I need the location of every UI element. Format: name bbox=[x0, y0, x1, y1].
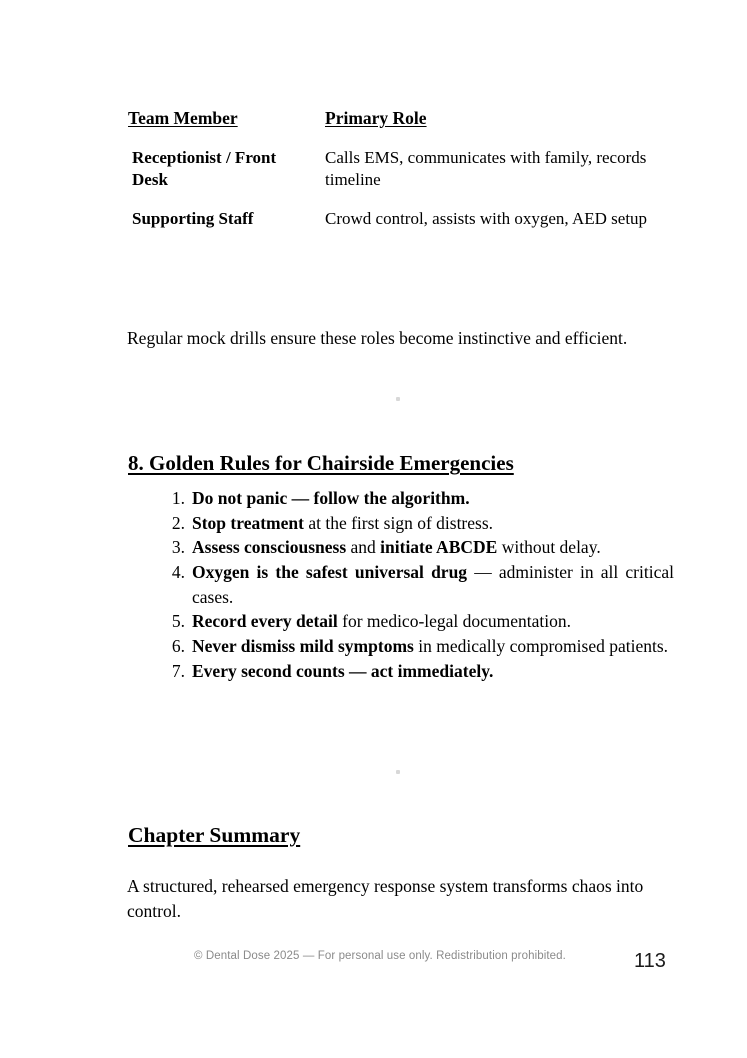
list-item bbox=[171, 634, 674, 659]
table-header-row bbox=[128, 108, 686, 133]
golden-rules-list bbox=[171, 486, 674, 683]
list-item-bold-text: Record every detail bbox=[192, 611, 338, 632]
paragraph-mock-drills: Regular mock drills ensure these roles become instinctive and efficient. bbox=[127, 327, 628, 348]
cell-primary-role: Crowd control, assists with oxygen, AED setup bbox=[325, 209, 648, 229]
table-row bbox=[128, 133, 686, 191]
list-item-text: at the first sign of distress. bbox=[303, 512, 494, 533]
list-item bbox=[171, 609, 674, 634]
list-item bbox=[171, 535, 674, 560]
page-number: 113 bbox=[634, 950, 666, 972]
heading-chapter-summary: Chapter Summary bbox=[128, 822, 301, 847]
list-item-bold-text: Every second counts — act immediately. bbox=[192, 660, 494, 681]
cell-primary-role: Calls EMS, communicates with family, records timeline bbox=[325, 147, 647, 189]
paragraph-chapter-summary: A structured, rehearsed emergency response system transforms chaos into control. bbox=[127, 875, 644, 921]
list-item-bold-text: Stop treatment bbox=[192, 512, 304, 533]
list-item bbox=[171, 659, 674, 684]
footer-copyright-note: © Dental Dose 2025 — For personal use only. Redistribution prohibited. bbox=[194, 950, 566, 962]
list-item-text: — administer in all critical cases. bbox=[192, 562, 674, 607]
list-item bbox=[171, 511, 674, 536]
list-item-text: in medically compromised patients. bbox=[413, 636, 669, 657]
section-separator-dot bbox=[396, 770, 400, 774]
table-row bbox=[128, 191, 686, 230]
list-item-bold-text: Assess consciousness bbox=[192, 537, 347, 558]
list-item-bold-text: Never dismiss mild symptoms bbox=[192, 636, 414, 657]
list-item-text: for medico-legal documentation. bbox=[337, 611, 572, 632]
list-item-text: without delay. bbox=[497, 537, 601, 558]
table-header bbox=[128, 108, 686, 133]
section-separator-dot bbox=[396, 397, 400, 401]
list-item-number: 2. bbox=[171, 512, 185, 533]
cell-team-member: Receptionist / Front Desk bbox=[132, 147, 277, 189]
list-item-number: 5. bbox=[171, 611, 185, 632]
cell-team-member: Supporting Staff bbox=[132, 209, 254, 229]
column-header-primary-role bbox=[325, 108, 686, 133]
column-header-team-member-label: Team Member bbox=[128, 108, 238, 128]
list-item-bold-text: Do not panic — follow the algorithm. bbox=[192, 488, 470, 508]
column-header-primary-role-label: Primary Role bbox=[325, 108, 427, 128]
team-roles-table bbox=[128, 108, 686, 230]
list-item-number: 4. bbox=[171, 562, 185, 583]
heading-golden-rules: 8. Golden Rules for Chairside Emergencies bbox=[128, 451, 514, 476]
list-item-bold-text: Oxygen is the safest universal drug bbox=[192, 562, 468, 583]
list-item-text: and bbox=[346, 537, 381, 558]
list-item bbox=[171, 486, 674, 511]
table-body bbox=[128, 133, 686, 230]
list-item-number: 1. bbox=[171, 488, 185, 508]
list-item-number: 3. bbox=[171, 537, 185, 558]
list-item-number: 6. bbox=[171, 636, 185, 657]
column-header-team-member bbox=[128, 108, 325, 133]
list-item-number: 7. bbox=[171, 660, 185, 681]
list-item bbox=[171, 560, 674, 609]
list-item-bold-text-2: initiate ABCDE bbox=[380, 537, 498, 558]
